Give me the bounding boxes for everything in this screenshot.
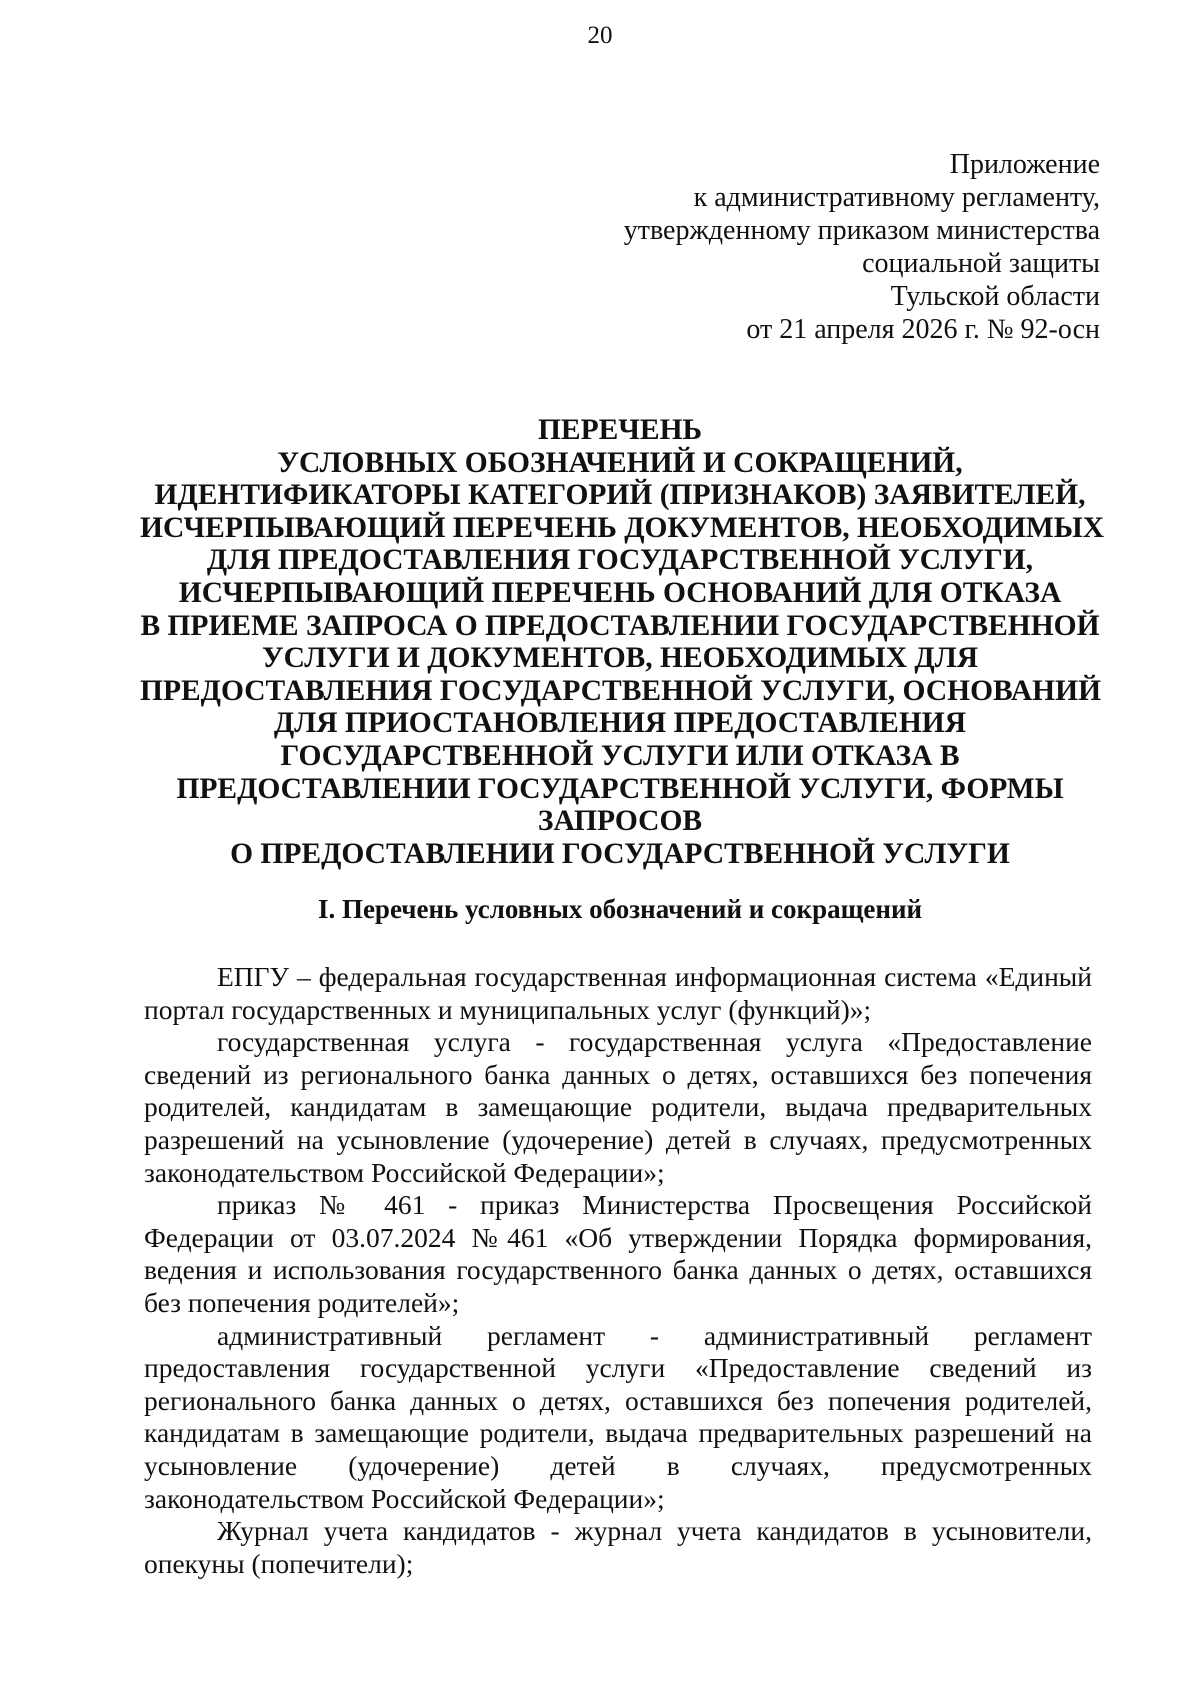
title-line: ДЛЯ ПРИОСТАНОВЛЕНИЯ ПРЕДОСТАВЛЕНИЯ <box>273 707 967 740</box>
title-line: ПРЕДОСТАВЛЕНИИ ГОСУДАРСТВЕННОЙ УСЛУГИ, ФОРМЫ <box>176 772 1064 805</box>
section-heading: I. Перечень условных обозначений и сокращений <box>317 894 923 924</box>
title-line: ПЕРЕЧЕНЬ <box>537 414 703 446</box>
title-line: ИДЕНТИФИКАТОРЫ КАТЕГОРИЙ (ПРИЗНАКОВ) ЗАЯВИТЕЛЕЙ, <box>154 479 1086 512</box>
title-line: ЗАПРОСОВ <box>537 805 703 838</box>
appendix-line: Тульской области <box>890 281 1100 312</box>
definition-paragraph: Журнал учета кандидатов - журнал учета кандидатов в усыновители, опекуны (попечители); <box>144 1515 1092 1579</box>
definition-paragraph: административный регламент - административный регламент предоставления государственной услуги «Предоставление сведений из регионального банка данных о детях, оставшихся без попечения родителей, кандидатам в замещающие родители, выдача предварительных разрешений на усыновление (удочерение) детей в случаях, предусмотренных законодательством Российской Федерации»; <box>144 1319 1092 1514</box>
body-text <box>144 961 1092 1580</box>
title-line: ПРЕДОСТАВЛЕНИЯ ГОСУДАРСТВЕННОЙ УСЛУГИ, ОСНОВАНИЙ <box>140 674 1102 707</box>
appendix-line: утвержденному приказом министерства <box>623 215 1100 246</box>
title-line: О ПРЕДОСТАВЛЕНИИ ГОСУДАРСТВЕННОЙ УСЛУГИ <box>230 837 1010 870</box>
title-line: ГОСУДАРСТВЕННОЙ УСЛУГИ ИЛИ ОТКАЗА В <box>280 739 960 772</box>
title-line: УСЛОВНЫХ ОБОЗНАЧЕНИЙ И СОКРАЩЕНИЙ, <box>277 446 963 479</box>
definition-paragraph: приказ № 461 - приказ Министерства Просвещения Российской Федерации от 03.07.2024 №461 «Об утверждении Порядка формирования, ведения и использования государственного банка данных о детях, оставшихся без попечения родителей»; <box>144 1189 1092 1318</box>
title-line: В ПРИЕМЕ ЗАПРОСА О ПРЕДОСТАВЛЕНИИ ГОСУДАРСТВЕННОЙ <box>140 609 1100 642</box>
appendix-line: социальной защиты <box>862 248 1100 279</box>
title-line: УСЛУГИ И ДОКУМЕНТОВ, НЕОБХОДИМЫХ ДЛЯ <box>261 642 978 675</box>
appendix-line: от 21 апреля 2026 г. № 92-осн <box>746 314 1100 345</box>
definition-paragraph: государственная услуга - государственная услуга «Предоставление сведений из регионального банка данных о детях, оставшихся без попечения родителей, кандидатам в замещающие родители, выдача предварительных разрешений на усыновление (удочерение) детей в случаях, предусмотренных законодательством Российской Федерации»; <box>144 1026 1092 1188</box>
appendix-line: к административному регламенту, <box>693 182 1100 213</box>
page-number: 20 <box>587 22 613 49</box>
appendix-line: Приложение <box>949 149 1100 180</box>
title-line: ДЛЯ ПРЕДОСТАВЛЕНИЯ ГОСУДАРСТВЕННОЙ УСЛУГИ, <box>206 544 1034 577</box>
document-title <box>140 414 1105 870</box>
definition-paragraph: ЕПГУ – федеральная государственная информационная система «Единый портал государственных и муниципальных услуг (функций)»; <box>144 961 1092 1025</box>
appendix-block <box>400 148 1100 346</box>
title-line: ИСЧЕРПЫВАЮЩИЙ ПЕРЕЧЕНЬ ДОКУМЕНТОВ, НЕОБХОДИМЫХ <box>140 511 1105 544</box>
title-line: ИСЧЕРПЫВАЮЩИЙ ПЕРЕЧЕНЬ ОСНОВАНИЙ ДЛЯ ОТКАЗА <box>178 576 1062 609</box>
